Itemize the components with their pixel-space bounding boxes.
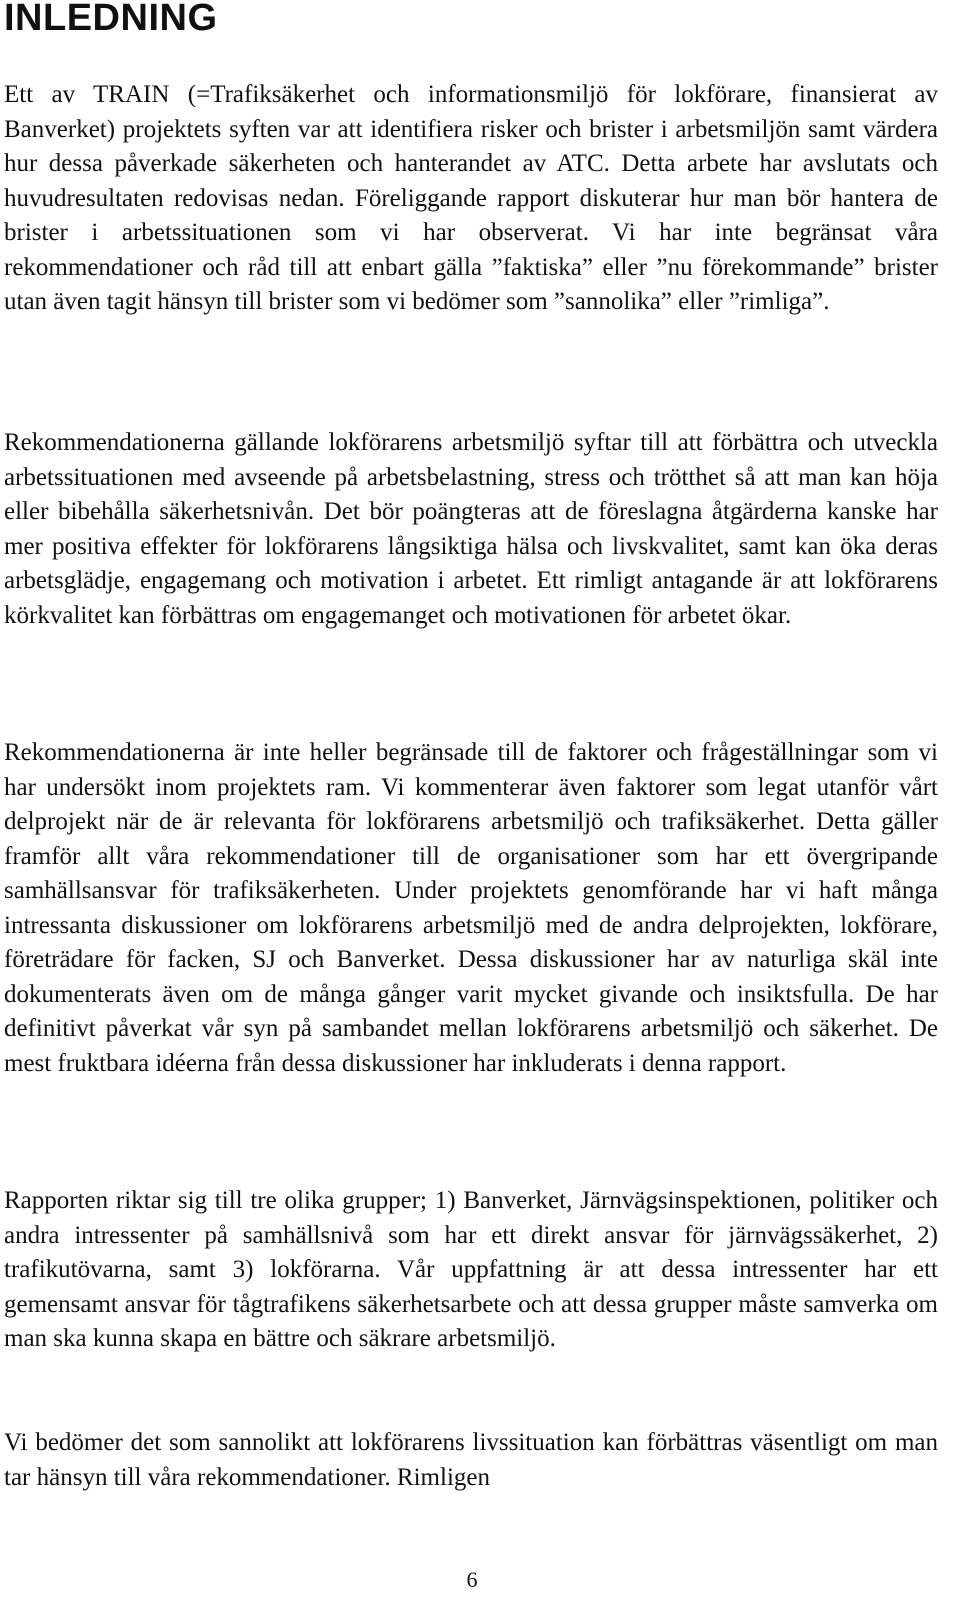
paragraph-scope: Rekommendationerna är inte heller begränsade till de faktorer och frågeställningar som vi har undersökt inom projektets ram. Vi kommenterar även faktorer som legat utanför vårt delprojekt när de är relevanta för lokförarens arbetsmiljö och trafiksäkerhet. Detta gäller framför allt våra rekommendationer till de organisationer som har ett övergripande samhällsansvar för trafiksäkerheten. Under projektets genomförande har vi haft många intressanta diskussioner om lokförarens arbetsmiljö med de andra delprojekten, lokförare, företrädare för facken, SJ och Banverket. Dessa diskussioner har av naturliga skäl inte dokumenterats även om de många gånger varit mycket givande och insiktsfulla. De har definitivt påverkat vår syn på sambandet mellan lokförarens arbetsmiljö och säkerhet. De mest fruktbara idéerna från dessa diskussioner har inkluderats i denna rapport.: [4, 739, 938, 1077]
section-heading: INLEDNING: [4, 0, 218, 39]
paragraph-assessment: Vi bedömer det som sannolikt att lokförarens livssituation kan förbättras väsentligt om man tar hänsyn till våra rekommendationer. Rimligen: [4, 1429, 938, 1491]
paragraph-target-groups: Rapporten riktar sig till tre olika grupper; 1) Banverket, Järnvägsinspektionen, politiker och andra intressenter på samhällsnivå som har ett direkt ansvar för järnvägssäkerhet, 2) trafikutövarna, samt 3) lokförarna. Vår uppfattning är att dessa intressenter har ett gemensamt ansvar för tågtrafikens säkerhetsarbete och att dessa grupper måste samverka om man ska kunna skapa en bättre och säkrare arbetsmiljö.: [4, 1187, 938, 1352]
paragraph-introduction: Ett av TRAIN (=Trafiksäkerhet och informationsmiljö för lokförare, finansierat av Banverket) projektets syften var att identifiera risker och brister i arbetsmiljön samt värdera hur dessa påverkade säkerheten och hanterandet av ATC. Detta arbete har avslutats och huvudresultaten redovisas nedan. Föreliggande rapport diskuterar hur man bör hantera de brister i arbetssituationen som vi har observerat. Vi har inte begränsat våra rekommendationer och råd till att enbart gälla ”faktiska” eller ”nu förekommande” brister utan även tagit hänsyn till brister som vi bedömer som ”sannolika” eller ”rimliga”.: [4, 81, 938, 315]
paragraph-work-environment: Rekommendationerna gällande lokförarens arbetsmiljö syftar till att förbättra och utveckla arbetssituationen med avseende på arbetsbelastning, stress och trötthet så att man kan höja eller bibehålla säkerhetsnivån. Det bör poängteras att de föreslagna åtgärderna kanske har mer positiva effekter för lokförarens långsiktiga hälsa och livskvalitet, samt kan öka deras arbetsglädje, engagemang och motivation i arbetet. Ett rimligt antagande är att lokförarens körkvalitet kan förbättras om engagemanget och motivationen för arbetet ökar.: [4, 429, 938, 629]
page-number: 6: [466, 1567, 478, 1592]
